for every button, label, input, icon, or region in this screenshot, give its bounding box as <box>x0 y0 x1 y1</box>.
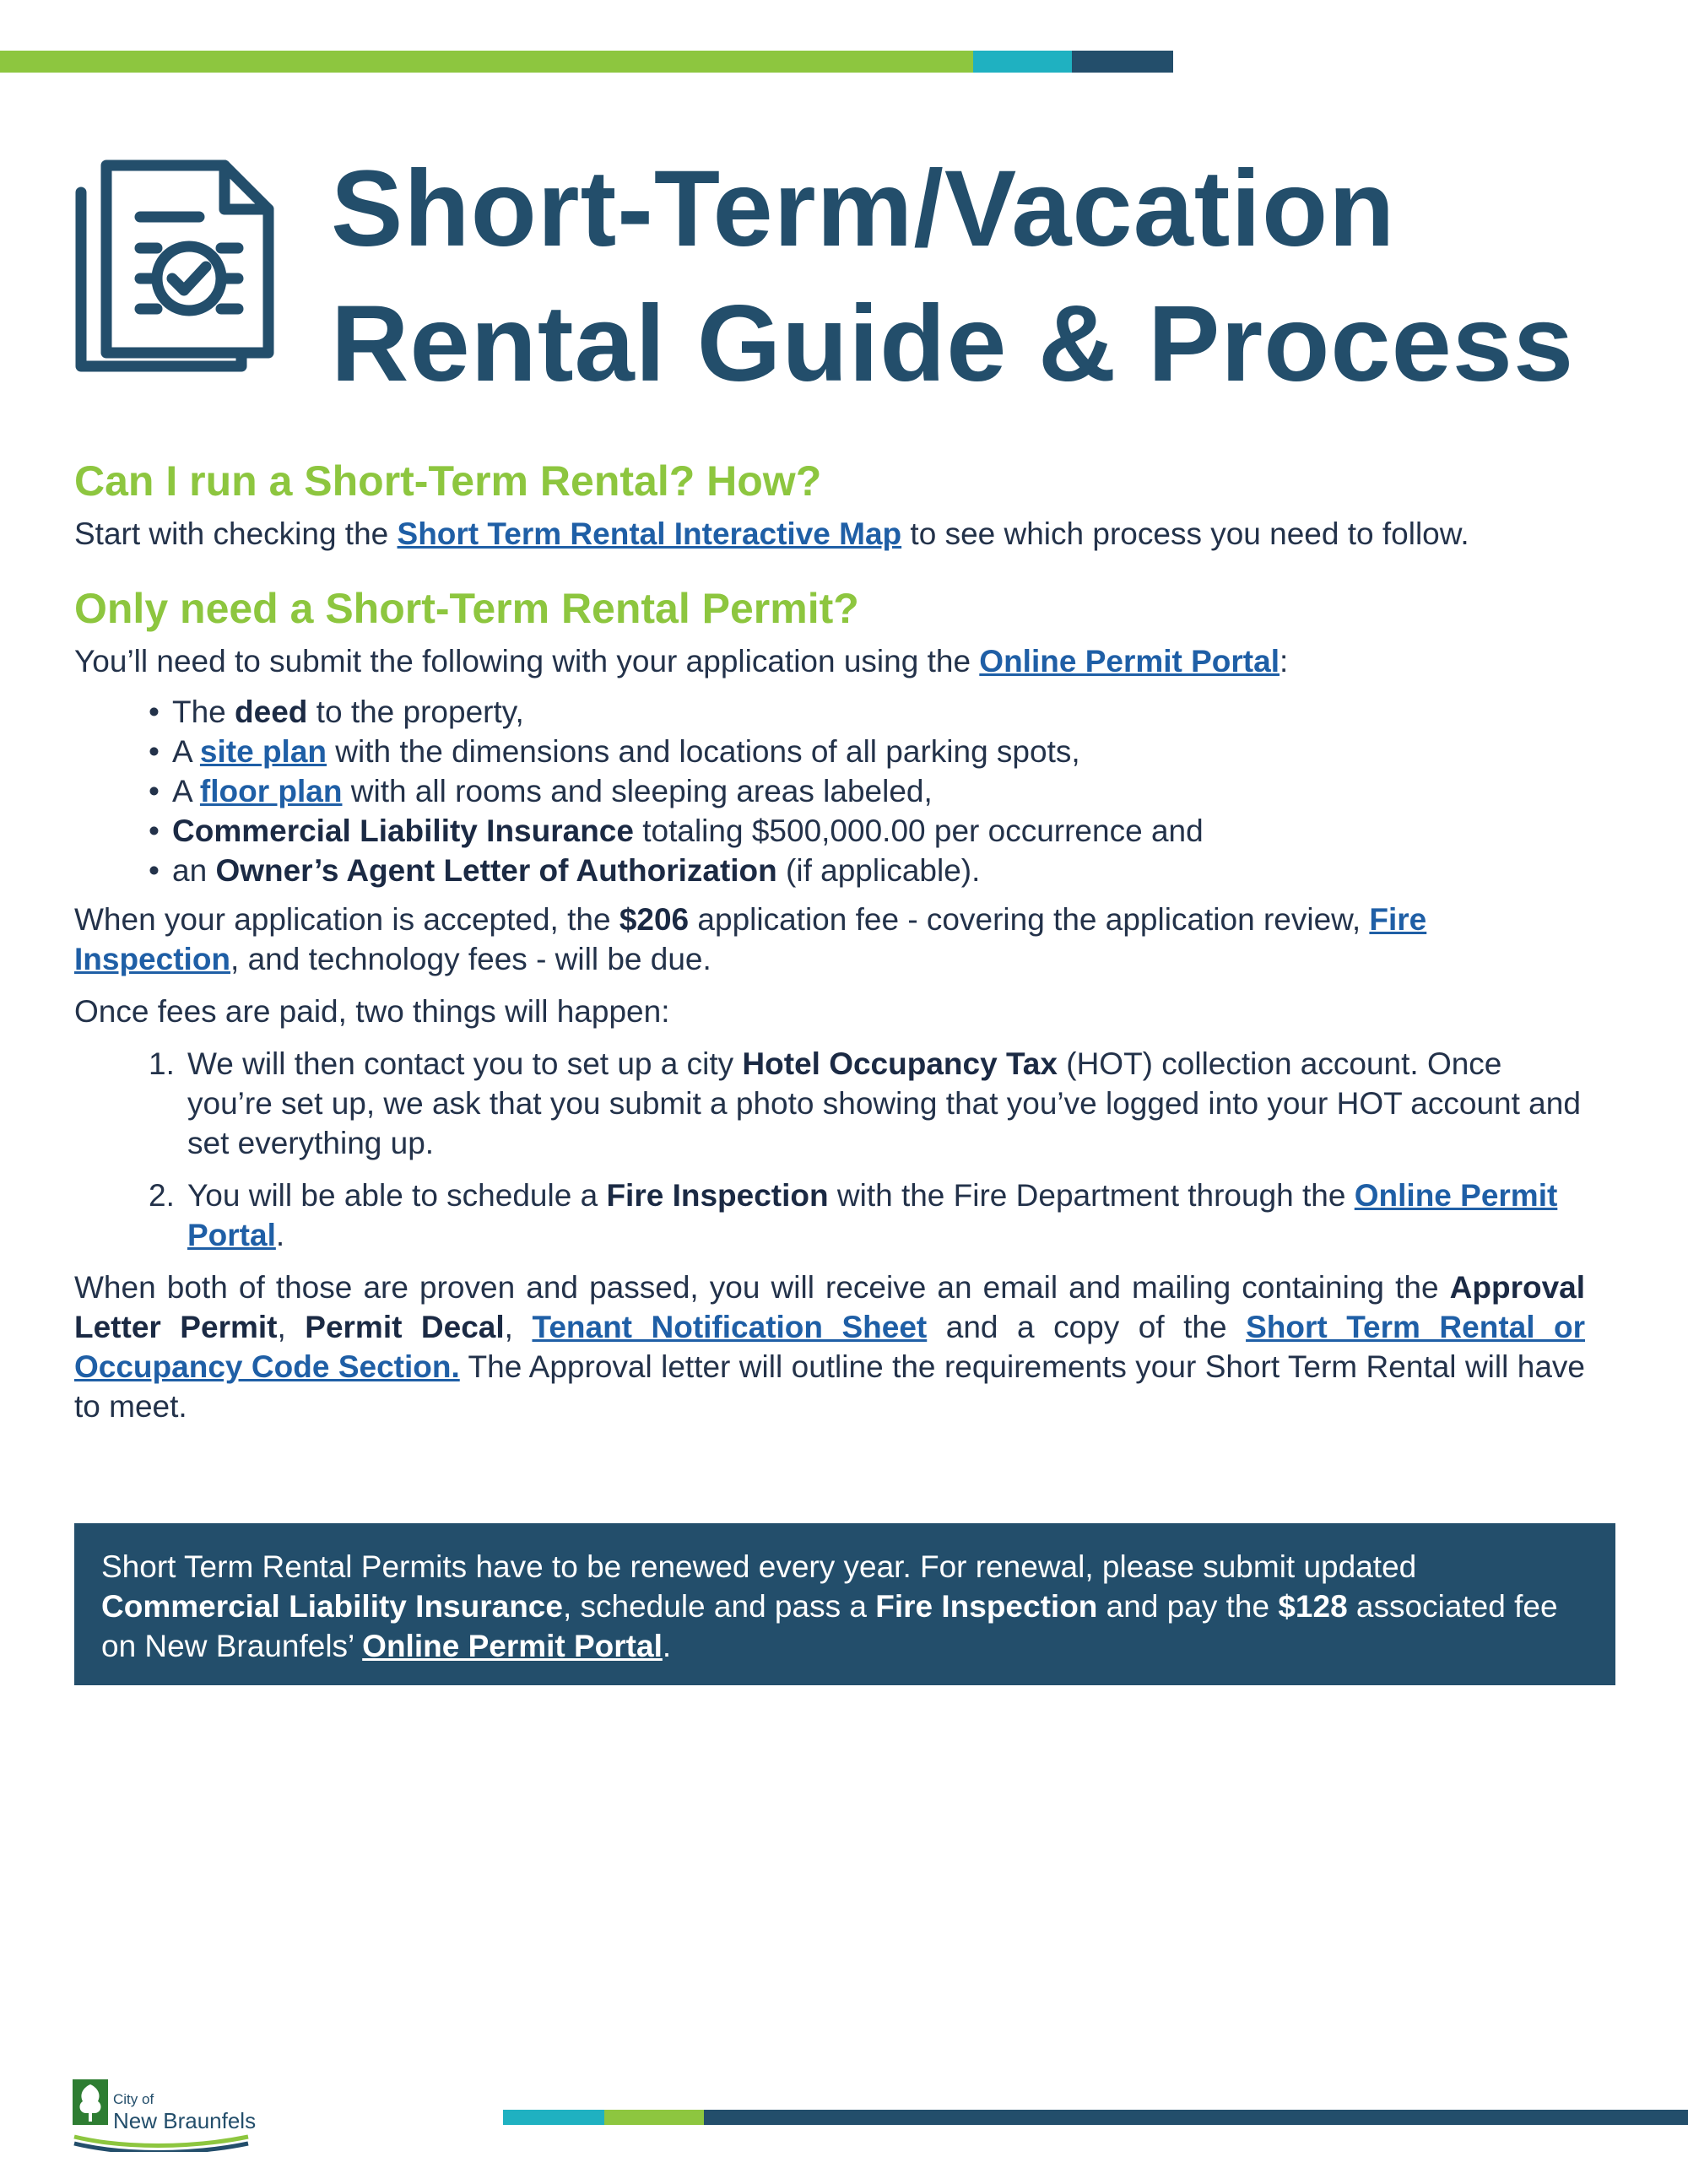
renewal-paragraph <box>101 1547 1588 1666</box>
text: , and technology fees - will be due. <box>230 942 711 976</box>
text: to the property, <box>307 695 524 729</box>
tree-logo-icon <box>73 2079 108 2125</box>
text: A <box>172 734 200 769</box>
text: : <box>1280 644 1289 678</box>
text: , <box>504 1310 533 1344</box>
text: , <box>277 1310 306 1344</box>
steps-list <box>74 1044 1585 1255</box>
top-bar-navy-segment <box>1072 51 1173 73</box>
logo-wave-icon <box>73 2130 250 2152</box>
interactive-map-link[interactable]: Short Term Rental Interactive Map <box>397 516 902 551</box>
text: with all rooms and sleeping areas labeled, <box>342 774 933 808</box>
floor-plan-link[interactable]: floor plan <box>199 774 343 808</box>
page-title-line-1: Short-Term/Vacation <box>331 149 1396 269</box>
text: Short Term Rental Permits have to be renewed every year. For renewal, please submit updated <box>101 1549 1417 1584</box>
text: application fee - covering the application review, <box>689 902 1370 937</box>
bold-text: Approval Letter Permit <box>74 1270 1585 1344</box>
top-accent-bar <box>0 51 1173 73</box>
top-bar-teal-segment <box>973 51 1072 73</box>
requirement-insurance <box>149 811 1585 851</box>
approval-letter-paragraph <box>74 1268 1585 1426</box>
logo-city-of-text: City of <box>113 2091 154 2107</box>
site-plan-link[interactable]: site plan <box>199 734 327 769</box>
text: We will then contact you to set up a city <box>187 1046 743 1081</box>
text: Start with checking the <box>74 516 398 551</box>
text: with the Fire Department through the <box>828 1178 1355 1213</box>
bottom-bar-navy-segment <box>704 2110 1688 2125</box>
requirement-owners-agent-letter <box>149 851 1585 890</box>
bold-text: Commercial Liability Insurance <box>172 814 634 848</box>
text: associated fee on New Braunfels’ <box>101 1589 1558 1663</box>
document-check-icon <box>73 154 279 375</box>
fee-amount: $206 <box>619 902 690 937</box>
bold-text: Fire Inspection <box>875 1589 1098 1624</box>
bold-text: Commercial Liability Insurance <box>101 1589 563 1624</box>
main-content <box>74 450 1585 1426</box>
tenant-notification-sheet-link[interactable]: Tenant Notification Sheet <box>532 1310 928 1344</box>
text: . <box>275 1218 285 1252</box>
top-bar-green-segment <box>0 51 973 73</box>
step-number: 1. <box>149 1046 175 1081</box>
text: A <box>172 774 200 808</box>
bold-text: Owner’s Agent Letter of Authorization <box>215 853 777 888</box>
text: The <box>172 695 235 729</box>
city-logo <box>73 2079 292 2155</box>
text: totaling $500,000.00 per occurrence and <box>633 814 1204 848</box>
requirement-site-plan <box>149 732 1585 771</box>
section-can-i-run <box>74 450 1585 554</box>
text: and pay the <box>1097 1589 1279 1624</box>
online-permit-portal-link[interactable]: Online Permit Portal <box>979 644 1280 678</box>
online-permit-portal-link[interactable]: Online Permit Portal <box>362 1629 663 1663</box>
text: an <box>172 853 216 888</box>
occupancy-code-section-link[interactable]: Short Term Rental or Occupancy Code Section. <box>74 1310 1586 1384</box>
requirements-list <box>74 692 1585 890</box>
text: to see which process you need to follow. <box>901 516 1469 551</box>
text: , schedule and pass a <box>562 1589 876 1624</box>
interactive-map-paragraph <box>74 514 1585 554</box>
bottom-bar-green-segment <box>604 2110 704 2125</box>
application-fee-paragraph <box>74 900 1585 979</box>
section-heading-permit-only: Only need a Short-Term Rental Permit? <box>74 585 859 632</box>
once-fees-paid-paragraph: Once fees are paid, two things will happen: <box>74 994 670 1029</box>
text: with the dimensions and locations of all parking spots, <box>327 734 1080 769</box>
step-number: 2. <box>149 1178 175 1213</box>
bold-text: Hotel Occupancy Tax <box>742 1046 1058 1081</box>
submit-intro-paragraph <box>74 641 1585 681</box>
text: . <box>662 1629 672 1663</box>
text: When your application is accepted, the <box>74 902 619 937</box>
bold-text: deed <box>235 695 308 729</box>
requirement-floor-plan <box>149 771 1585 811</box>
section-permit-only <box>74 577 1585 1426</box>
bottom-accent-bar <box>503 2110 1688 2125</box>
online-permit-portal-link[interactable]: Online Permit Portal <box>187 1178 1558 1252</box>
text: (if applicable). <box>776 853 981 888</box>
text: When both of those are proven and passed, you will receive an email and mailing containing the <box>74 1270 1450 1305</box>
fire-inspection-link[interactable]: Fire Inspection <box>74 902 1427 976</box>
bold-text: Permit Decal <box>305 1310 505 1344</box>
text: and a copy of the <box>927 1310 1247 1344</box>
text: (HOT) collection account. Once you’re set up, we ask that you submit a photo showing that you’ve logged into your HOT account and set everything up. <box>187 1046 1581 1160</box>
page-title-line-2: Rental Guide & Process <box>331 284 1575 404</box>
section-heading-can-i-run: Can I run a Short-Term Rental? How? <box>74 457 822 505</box>
text: You will be able to schedule a <box>187 1178 607 1213</box>
logo-city-name-text: New Braunfels <box>113 2108 257 2133</box>
requirement-deed <box>149 692 1585 732</box>
text: The Approval letter will outline the requirements your Short Term Rental will have to meet. <box>74 1349 1585 1424</box>
bottom-bar-teal-segment <box>503 2110 604 2125</box>
bold-text: Fire Inspection <box>606 1178 829 1213</box>
renewal-callout <box>74 1523 1615 1685</box>
page-title <box>331 142 1574 412</box>
text: You’ll need to submit the following with your application using the <box>74 644 980 678</box>
step-fire-inspection <box>149 1176 1585 1255</box>
renewal-fee-amount: $128 <box>1278 1589 1348 1624</box>
step-hot-account <box>149 1044 1585 1163</box>
